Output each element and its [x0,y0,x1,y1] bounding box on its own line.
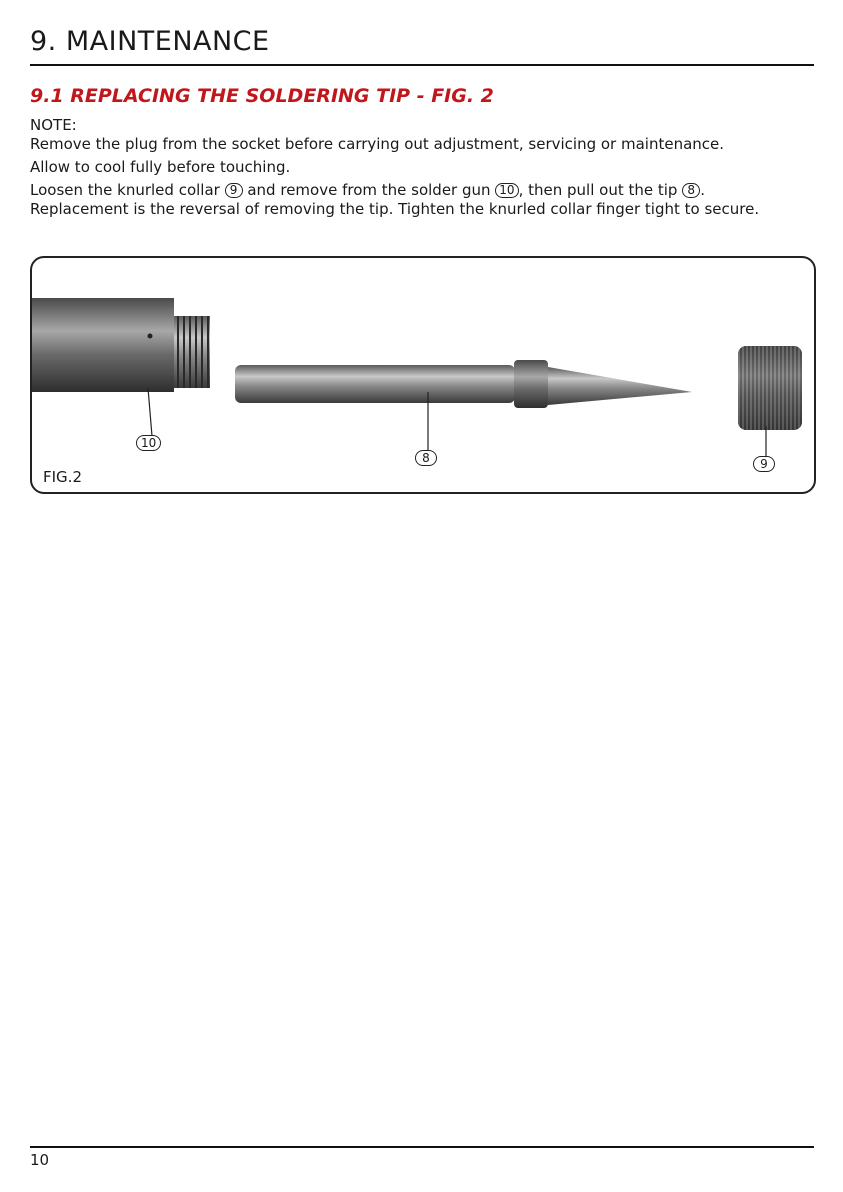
callout-collar: 9 [753,456,775,472]
leader-line-gun [148,388,152,436]
instruction-replacement: Replacement is the reversal of removing the tip. Tighten the knurled collar finger tight to secure. [30,200,760,218]
page-title: 9. MAINTENANCE [30,26,270,57]
soldering-tip [235,360,692,408]
figure-label: FIG.2 [43,468,82,486]
instruction-part-3: , then pull out the tip [518,181,683,199]
callout-gun: 10 [136,435,161,451]
note-line-cool: Allow to cool fully before touching. [30,158,291,176]
title-divider [30,64,814,66]
solder-gun-barrel [32,298,210,392]
knurled-collar [738,346,802,430]
instruction-part-4: . [700,181,705,199]
instruction-part-1: Loosen the knurled collar [30,181,225,199]
instruction-part-2: and remove from the solder gun [242,181,496,199]
callout-tip: 8 [415,450,437,466]
page-number: 10 [30,1151,50,1169]
section-heading: 9.1 REPLACING THE SOLDERING TIP - FIG. 2 [30,85,494,107]
footer-divider [30,1146,814,1148]
ref-gun-badge: 10 [495,183,518,198]
ref-tip-badge: 8 [682,183,700,198]
note-label: NOTE: [30,116,77,134]
figure-2-frame [30,256,816,494]
instruction-line [30,181,820,200]
ref-collar-badge: 9 [225,183,243,198]
note-line-unplug: Remove the plug from the socket before carrying out adjustment, servicing or maintenance. [30,135,725,153]
section-body [30,116,820,223]
